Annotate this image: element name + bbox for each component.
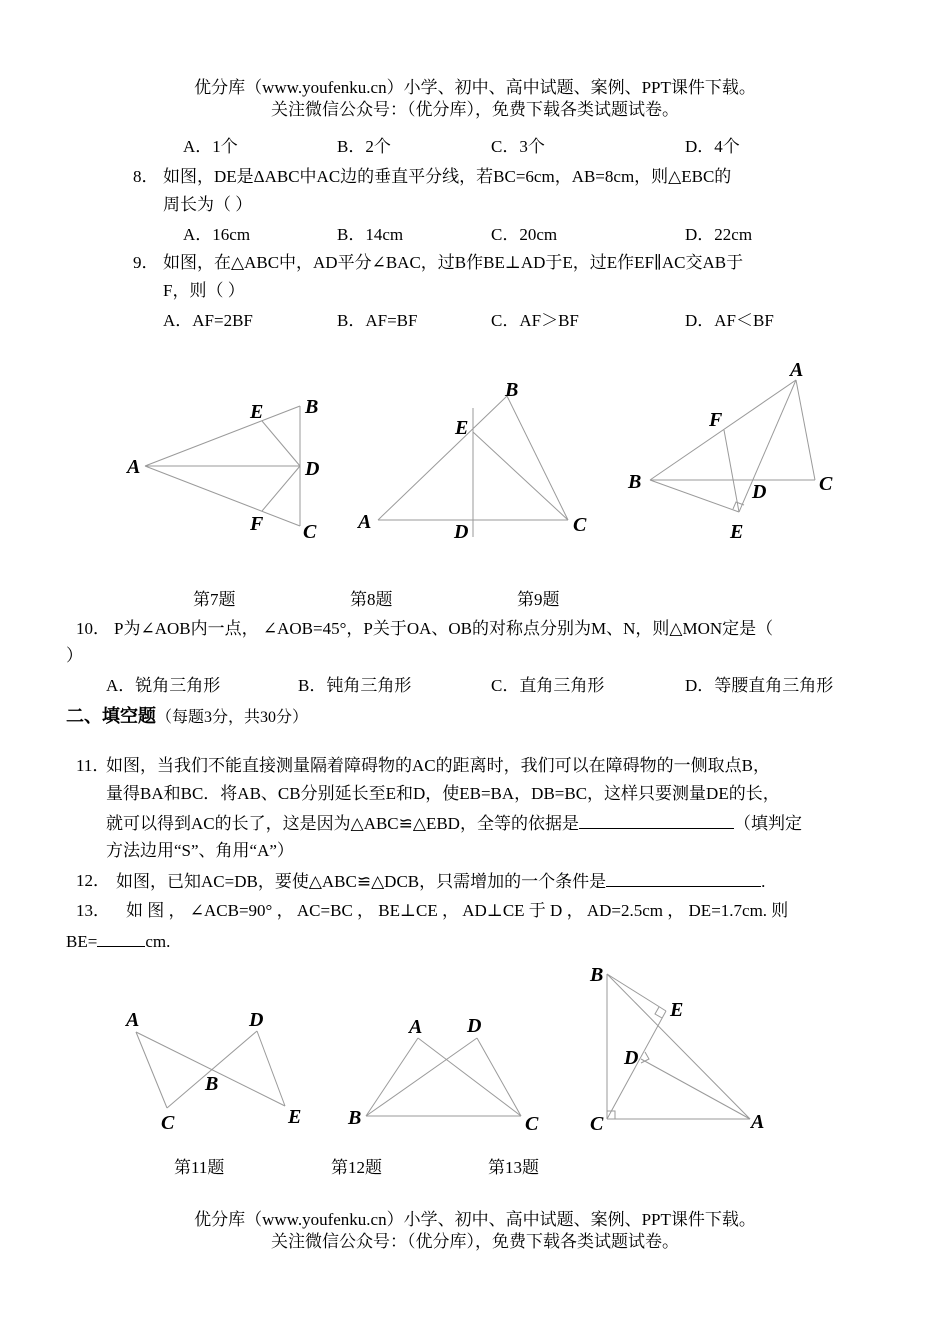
- q8-stem-line-2: 周长为（ ）: [163, 195, 253, 214]
- fig12-label-D: D: [467, 1015, 482, 1037]
- fig11-label-D: D: [249, 1009, 264, 1031]
- fig12-label-B: B: [348, 1107, 362, 1129]
- fig12-edge-DC: [477, 1038, 521, 1116]
- fig9-label-B: B: [628, 471, 642, 493]
- q13-line-1: 如 图 ， ∠ACB=90° ， AC=BC ， BE⊥CE ， AD⊥CE 于 D ， AD=2.5cm ， DE=1.7cm. 则: [126, 901, 789, 920]
- fig8-label-B: B: [505, 379, 519, 401]
- fig13-edge-BE: [607, 974, 666, 1011]
- q9-stem-line-2: F，则（ ）: [163, 281, 245, 300]
- q10-number: 10．: [76, 619, 110, 638]
- fig7-label-C: C: [303, 521, 317, 543]
- q10-stem-line-1: P为∠AOB内一点， ∠AOB=45°，P关于OA、OB的对称点分别为M、N，则△MON定是（: [114, 619, 774, 638]
- q9-option-d: D．AF＜BF: [685, 311, 774, 330]
- fig8-label-C: C: [573, 514, 587, 536]
- fig11-label-B: B: [205, 1073, 219, 1095]
- q9-option-c: C．AF＞BF: [491, 311, 579, 330]
- fig13-label-B: B: [590, 964, 604, 986]
- header-line-1: 优分库（www.youfenku.cn）小学、初中、高中试题、案例、PPT课件下载。: [194, 78, 756, 97]
- q12-tail: .: [761, 872, 766, 891]
- fig11-edge-DE: [257, 1031, 285, 1106]
- fig8-label-E: E: [455, 417, 469, 439]
- fig12-label-C: C: [525, 1113, 539, 1135]
- footer-line-2: 关注微信公众号：（优分库），免费下载各类试题试卷。: [271, 1232, 679, 1251]
- fig13-edge-DA: [641, 1059, 750, 1119]
- q9-number: 9．: [133, 253, 159, 272]
- q7-option-c: C．3个: [491, 137, 545, 156]
- q13-number: 13．: [76, 901, 110, 920]
- q10-option-d: D．等腰直角三角形: [685, 676, 834, 695]
- q7-option-b: B．2个: [337, 137, 391, 156]
- q13-line-2-tail: cm.: [145, 932, 171, 951]
- fig7-label-F: F: [250, 513, 264, 535]
- q10-option-a: A．锐角三角形: [106, 676, 221, 695]
- fig12-edge-AC: [418, 1038, 521, 1116]
- fig13-label-C: C: [590, 1113, 604, 1135]
- header-line-2: 关注微信公众号：（优分库），免费下载各类试题试卷。: [271, 100, 679, 119]
- q10-option-b: B．钝角三角形: [298, 676, 412, 695]
- q11-line-2: 量得BA和BC．将AB、CB分别延长至E和D，使EB=BA，DB=BC，这样只要测量DE的长，: [106, 784, 780, 803]
- fig11-edge-AC: [136, 1032, 167, 1108]
- q8-number: 8．: [133, 167, 159, 186]
- caption-q9: 第9题: [517, 590, 560, 609]
- q11-number: 11．: [76, 756, 110, 775]
- caption-q12: 第12题: [331, 1158, 382, 1177]
- fig9-label-C: C: [819, 473, 833, 495]
- section-2-note: （每题3分，共30分）: [156, 709, 309, 726]
- q9-option-a: A．AF=2BF: [163, 311, 253, 330]
- q11-line-4: 方法边用“S”、角用“A”）: [106, 841, 294, 860]
- q11-line-1: 如图，当我们不能直接测量隔着障碍物的AC的距离时，我们可以在障碍物的一侧取点B，: [106, 756, 770, 775]
- fig11-label-A: A: [126, 1009, 140, 1031]
- q8-stem-line-1: 如图，DE是ΔABC中AC边的垂直平分线，若BC=6cm，AB=8cm，则△EBC的: [163, 167, 732, 186]
- fig11-edge-CD: [167, 1031, 257, 1108]
- fig12-edge-BD: [366, 1038, 477, 1116]
- fig12-label-A: A: [409, 1016, 423, 1038]
- q7-option-d: D．4个: [685, 137, 740, 156]
- fig9-label-E: E: [730, 521, 744, 543]
- caption-q7: 第7题: [193, 590, 236, 609]
- q12-text: 如图，已知AC=DB，要使△ABC≌△DCB，只需增加的一个条件是: [116, 872, 607, 891]
- fig9-label-A: A: [790, 359, 804, 381]
- fig9-label-D: D: [752, 481, 767, 503]
- fig8-label-D: D: [454, 521, 469, 543]
- q8-option-d: D．22cm: [685, 225, 753, 244]
- q10-stem-line-2: ）: [66, 646, 83, 665]
- fig11-label-C: C: [161, 1112, 175, 1134]
- footer-line-1: 优分库（www.youfenku.cn）小学、初中、高中试题、案例、PPT课件下载。: [194, 1210, 756, 1229]
- section-2-title: 二、填空题: [66, 706, 156, 726]
- fig9-label-F: F: [709, 409, 723, 431]
- q7-option-a: A．1个: [183, 137, 238, 156]
- q12-number: 12．: [76, 871, 110, 890]
- fig13-label-E: E: [670, 999, 684, 1021]
- q13-line-2-text: BE=: [66, 932, 98, 951]
- fig7-label-D: D: [305, 458, 320, 480]
- fig8-label-A: A: [358, 511, 372, 533]
- fig13-label-A: A: [751, 1111, 765, 1133]
- q11-line-3-tail: （填判定: [733, 814, 802, 833]
- fig7-label-B: B: [305, 396, 319, 418]
- fig7-label-E: E: [250, 401, 264, 423]
- caption-q13: 第13题: [488, 1158, 539, 1177]
- fig13-right-angle-e: [655, 1007, 662, 1018]
- fig13-label-D: D: [624, 1047, 639, 1069]
- q11-line-3-text: 就可以得到AC的长了，这是因为△ABC≌△EBD，全等的依据是: [106, 814, 579, 833]
- q9-option-b: B．AF=BF: [337, 311, 418, 330]
- fig7-label-A: A: [127, 456, 141, 478]
- fig11-label-E: E: [288, 1106, 302, 1128]
- caption-q11: 第11题: [174, 1158, 225, 1177]
- q8-option-a: A．16cm: [183, 225, 251, 244]
- caption-q8: 第8题: [350, 590, 393, 609]
- q8-option-b: B．14cm: [337, 225, 404, 244]
- q10-option-c: C．直角三角形: [491, 676, 605, 695]
- q9-stem-line-1: 如图，在△ABC中，AD平分∠BAC，过B作BE⊥AD于E，过E作EF∥AC交AB于: [163, 253, 744, 272]
- q8-option-c: C．20cm: [491, 225, 558, 244]
- fig12-edge-BA: [366, 1038, 418, 1116]
